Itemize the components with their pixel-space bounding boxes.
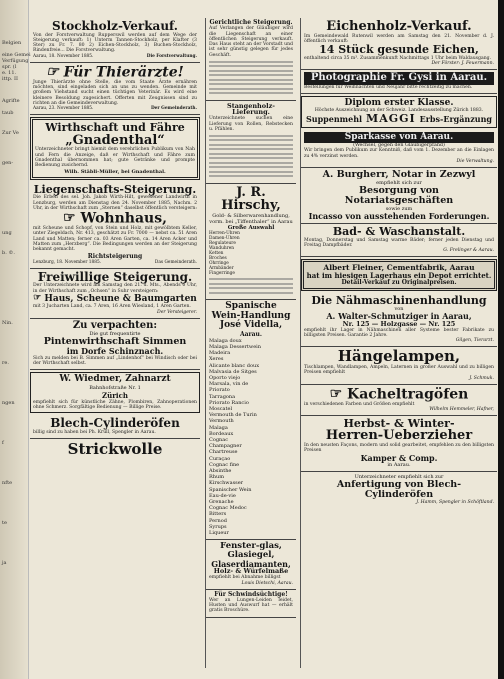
ad-signature: Die Verwaltung. (456, 158, 494, 164)
edge-fragment: gen- (2, 160, 14, 166)
wine-list-item: Spanischer Wein (209, 486, 252, 493)
pointing-hand-icon: ☞ (46, 63, 59, 80)
ad-title: W. Wiedmer, Zahnarzt (59, 374, 171, 385)
ad-title: Stangenholz-Lieferung. (227, 101, 275, 117)
wine-list-item: Vermouth (209, 418, 234, 425)
ad-gysi (301, 70, 497, 94)
ad-title: Spanische (225, 301, 277, 312)
ad-sub: (Wechsel, gegen den Gläubigerpfand) (353, 143, 445, 149)
ad-sub: Höchste Auszeichnung an der Schweiz. Landesausstellung Zürich 1883. (314, 108, 484, 114)
wine-list-item: Alicante blanc doux (209, 362, 260, 369)
text-lines (209, 278, 293, 294)
price-table-cell: Damen-Uhren (209, 235, 240, 241)
wine-list-item: Bitters (209, 511, 227, 518)
ad-owner: A. Walter-Schmutziger in Aarau, (326, 311, 472, 322)
edge-fragment: Agrifte (2, 98, 20, 104)
ad-signature: G. Frelinger & Aarau. (443, 248, 494, 254)
ad-sub: Bahnhofstraße Nr. 1 (89, 384, 141, 391)
ad-wiedmer (30, 372, 200, 413)
wine-list-item: Cognac fine (209, 461, 240, 468)
wine-list-item: Curaçao (209, 455, 231, 462)
ad-title: Hängelampen, (337, 347, 461, 366)
ad-sub2: Große Auswahl (227, 224, 275, 231)
pointing-hand-icon: ☞ (63, 210, 76, 227)
ad-title2: Wein-Handlung (211, 310, 291, 321)
ad-text: Unterzeichneter bringt hiemit dem verehrlichen Publikum von Nah und Fern die Anzeige, daß er Wirthschaft und Fähre zum Gnadenthal übernommen hat; gute Getränke und prompte Bedienung zusichernd. (35, 147, 195, 169)
ad-verpachten (30, 319, 200, 370)
ad-big: Anfertigung von Blech-Cylinderöfen (336, 479, 462, 500)
column-middle (205, 18, 296, 668)
wine-list-item: Oporto viejo (209, 374, 241, 381)
ad-title: A. Burgherr, Notar in Zezwyl (322, 168, 476, 180)
edge-fragment: Verfügung (2, 58, 29, 64)
edge-fragment: Zur Ve (2, 130, 19, 136)
wine-list-item: Chartreuse (209, 449, 238, 456)
wine-list-item: Malaga (209, 424, 228, 431)
ad-text: mit 3 Jucharten Land, ca. 7 Aren, 16 Aren Wiesland, 1 Aren Garten. (33, 304, 191, 310)
ad-item-title (33, 211, 197, 226)
wine-list-item: Rhum (209, 474, 224, 481)
ad-title: Blech-Cylinderöfen (50, 416, 180, 431)
ad-fensterglas (206, 540, 296, 589)
edge-fragment: Nin. (2, 320, 13, 326)
wine-list-item: Priorato (209, 387, 230, 394)
pointing-hand-icon: ☞ (329, 385, 343, 402)
ad-title: Zu verpachten: (72, 319, 158, 331)
ad-title: Fenster-glas, (220, 541, 282, 552)
edge-fragment: te (2, 520, 7, 526)
edge-fragment: ngen (2, 400, 15, 406)
ad-text: Wir bringen dem Publikum zur Kenntniß, daß vom 1. Dezember an die Einlagen zu 4% verzinst werden. (304, 148, 494, 159)
text-lines (209, 61, 293, 95)
wine-list-item: Moscatel (209, 405, 233, 412)
ad-schwindsucht (206, 590, 296, 618)
ad-title3: Glaserdiamanten, (211, 559, 291, 570)
ad-liegenschaft (30, 182, 200, 269)
ad-title: Sparkasse von Aarau. (304, 132, 494, 143)
ad-title: Photographie Fr. Gysi in Aarau. (304, 72, 494, 85)
ad-title: Für Schwindsüchtige! (214, 590, 288, 598)
ad-subtitle: „Gnadenthal“ (65, 132, 165, 148)
ad-weinhandlung (206, 300, 296, 540)
wine-list-item: Tarragona (209, 393, 236, 400)
ad-burgherr (301, 168, 497, 224)
wine-list-item: Cognac Medoc (209, 505, 247, 512)
ad-sub: von (394, 306, 404, 313)
ad-place: im Dorfe Schinznach. (66, 346, 164, 357)
ad-blech (30, 415, 200, 439)
edge-fragment: b. ©. (2, 250, 15, 256)
ad-freiwillige (30, 269, 200, 319)
ad-big: 14 Stück gesunde Eichen, (319, 43, 479, 57)
ad-big2: Incasso von ausstehenden Forderungen. (308, 210, 490, 221)
ad-title: Herbst- & Winter- (343, 416, 455, 430)
ad-title: Liegenschafts-Steigerung. (33, 182, 197, 196)
ad-item-title-text: Wohnhaus, (80, 210, 167, 227)
ad-title: Wirthschaft und Fähre (45, 121, 185, 135)
ad-wirthschaft (30, 117, 200, 179)
column-right (300, 18, 497, 668)
ad-signature: Die Forstverwaltung. (146, 53, 197, 59)
edge-fragment: ja (2, 560, 7, 566)
price-table-row (209, 271, 293, 276)
ad-title (304, 387, 494, 402)
edge-fragment: nfte (2, 480, 13, 486)
price-table-cell: Armbänder (209, 265, 234, 271)
ad-signature: Der Förster: J. Feuermann. (431, 61, 494, 67)
ad-text: Wer an Lungen-Leiden leidet, Husten und Auswurf hat — erhält gratis Broschüre. (209, 597, 293, 614)
wine-list-item: Malaga Dessertwein (209, 343, 261, 350)
price-table-cell: Ketten (209, 250, 224, 256)
ad-title: Stockholz-Verkauf. (52, 19, 178, 33)
price-table (209, 231, 293, 276)
wine-list-item: Bordeaux (209, 430, 234, 437)
ad-address: Nr. 125 — Holzgasse — Nr. 125 (342, 319, 456, 328)
ad-text: In den neusten Façons, modern und solid gearbeitet, empfehlen zu den billigsten Preisen (304, 443, 494, 454)
ad-text2: enthaltend circa 35 m³. Zusammenkunft Nachmittags 1 Uhr beim Waldausgang. (304, 55, 492, 61)
product-erbs: Erbs-Ergänzung (419, 113, 493, 124)
ad-text: empfiehlt bei Abnahme billigst (209, 575, 281, 581)
ad-text: Unterzeichneter empfiehlt sich zur (354, 474, 444, 481)
ad-text: empfiehlt sich für künstliche Zähne, Plombiren, Zahnoperationen ohne Schmerz. Sorgfältige Bedienung — Billige Preise. (33, 399, 197, 410)
ad-signature: J. Hamm, Spengler in Schöftland. (416, 499, 494, 505)
ad-signature: Der Gemeinderath. (150, 106, 197, 112)
wine-list-item: Vermouth de Turin (209, 412, 257, 419)
ad-title-text: Kacheltragöfen (347, 385, 469, 402)
edge-fragment: e. 11. (2, 70, 17, 76)
ad-sub: empfiehlt sich zur (376, 179, 422, 186)
wine-list-item: Malvasia de Sitges (209, 368, 257, 375)
ad-eichenholz (301, 18, 497, 70)
ad-title: Gerichtliche Steigerung. (209, 19, 293, 26)
wine-list-item: Xeres (209, 356, 224, 363)
ad-date: Aarau, 18. November 1885. (33, 53, 94, 59)
ad-bad (301, 224, 497, 257)
ad-text: Sich zu melden bei B. Simmen auf „Lindenhof“ bei Windisch oder bei der Wirthschaft selbst. (33, 355, 197, 366)
price-table-cell: Ohrringe (209, 260, 229, 266)
ad-text: Auf Verlangen der Gläubiger wird die Liegenschaft an einer öffentlichen Steigerung verkauft. Das Haus steht an der Vorstadt und ist sehr günstig gelegen für jedes Geschäft. (209, 26, 293, 58)
wine-list-item: Champagner (209, 443, 242, 450)
wine-list-item: Kirschwasser (209, 480, 244, 487)
ad-kachel (301, 385, 497, 416)
ad-text: Der Unterzeichnete wird am Samstag den 21. d. Mts., Abends 6 Uhr, in der Wirthschaft zum „Ochsen“ in Suhr versteigern: (33, 283, 197, 294)
ad-text: mit Scheune und Schopf, von Stein und Holz, mit gewölbtem Keller, unter Ziegeldach, Nr. 413, geschätzt zu Fr. 7000 — nebst ca. 51 Aren Land und Matten; ferner ca. 03 Aren Garten, ca. 14 Aren Acker und Matten zum „Herzberg“. Die Bedingungen werden an der Steigerung bekannt gemacht. (33, 226, 197, 253)
ad-herbst (301, 416, 497, 472)
ad-products (304, 113, 494, 125)
ad-line3: Detail-Verkauf zu Originalpreisen. (341, 278, 457, 286)
ad-name: Pintenwirthschaft Simmen (43, 336, 187, 348)
edge-fragment: ittp. II (2, 76, 18, 82)
ad-title: Diplom erster Klasse. (344, 97, 454, 108)
edge-fragment: re. (2, 360, 9, 366)
ad-text: Bestellungen für Weihnachten und Neujahr bitte rechtzeitig zu machen. (304, 84, 473, 90)
ad-place: Aarau. (239, 330, 263, 338)
edge-fragment: taub (2, 110, 14, 116)
ad-stockholz (30, 18, 200, 63)
ad-signature: J. Schmuk. (469, 375, 494, 381)
ad-strickwolle: Strickwolle (67, 440, 163, 459)
ad-signature: Wilhelm Hemmeler, Hafner, (429, 406, 494, 412)
ad-fleiner (301, 259, 497, 291)
price-table-cell: Wanduhren (209, 245, 235, 251)
wine-list-item: Syrups (209, 523, 227, 530)
ad-sparkasse (301, 130, 497, 168)
column-left (30, 18, 200, 668)
ad-maggi (301, 96, 497, 128)
ad-text: Im Gemeindewald Rutenwil werden am Samstag den 21. November d. J. öffentlich verkauft: (304, 33, 494, 44)
ad-item-title (33, 294, 197, 305)
ad-line1: Albert Fleiner, Cementfabrik, Aarau (323, 263, 475, 273)
wine-list-item: Liqueur (209, 529, 229, 536)
wine-list-item: Malaga doux (209, 337, 242, 344)
ad-title2: Herren-Ueberzieher (325, 428, 473, 444)
wine-list-item: Grenache (209, 498, 234, 505)
ad-title: Freiwillige Steigerung. (37, 269, 193, 284)
edge-fragment: Belgien (2, 40, 22, 46)
price-table-cell: Herren-Uhren (209, 230, 240, 236)
ad-text: Junge Thierärzte ohne Stelle, die vom Staate Ärzte ernähren möchten, sind eingeladen sich an uns zu wenden. Gemeinde mit großem Viehstand sucht einen tüchtigen Veterinär. Es wird eine kleinere Besoldung zugesichert. Offerten mit Zeugnissen sind zu richten an die Gemeindeverwaltung. (33, 79, 197, 106)
ad-thierarzte (30, 63, 200, 116)
ad-title: Eichenholz-Verkauf. (326, 19, 472, 34)
ad-cylinder (301, 472, 497, 508)
ad-title2: Glasiegel, (227, 550, 275, 561)
pointing-hand-icon: ☞ (33, 292, 42, 303)
ad-naehmaschinen (301, 293, 497, 347)
edge-fragment: spr. (l (2, 64, 17, 70)
product-suppenmehl: Suppenmehl (305, 113, 363, 124)
ad-text: Montag, Donnerstag und Samstag warme Bäder; ferner jeden Dienstag und Freitag Dampfbäder. (304, 237, 494, 249)
wine-list-item: Absinthe (209, 467, 232, 474)
ad-item-title-text: Haus, Scheune & Baumgarten (44, 294, 197, 305)
ad-text: empfiehlt ihr Lager in Nähmaschinen aller Systeme bester Fabrikate zu billigsten Preisen. Garantie 2 Jahre. (304, 327, 494, 338)
ad-title: Die Nähmaschinenhandlung (311, 293, 487, 307)
wine-list-item: Eau-de-vie (209, 492, 236, 499)
maggi-logo: MAGGI (366, 112, 416, 126)
wine-list-item: Priorato Rancio (209, 399, 249, 406)
ad-haengelampen (301, 347, 497, 384)
ad-title-text: Für Thierärzte! (63, 64, 184, 81)
ad-signature: Wilh. Stäbli-Müller, bei Gnadenthal. (64, 168, 166, 175)
ad-signature: Der Versteigerer. (157, 309, 197, 315)
price-table-cell: Broches (209, 255, 227, 261)
ad-text: Die Erben des sel. Joh. Jakob Wirth-Hilt, gewesener Landwirth in Lenzburg, werden am Dienstag den 24. November 1885, Nachm. 2 Uhr, in der Wirthschaft zum „Sternen“ daselbst öffentlich versteigern: (33, 195, 197, 211)
ad-title (33, 65, 197, 80)
ad-text: billig sind zu haben bei Ph. Krull, Spengler in Aarau. (33, 429, 156, 435)
ad-signature: Gilgen, Tierarzt. (455, 338, 494, 344)
binding-edge (0, 0, 29, 679)
ad-text: Von der Forstverwaltung Rupperswil werden auf dem Wege der Steigerung verkauft: 1) Unterm Tannen-Stockholz, per Klafter (3 Ster) zu Fr. 7. 80 2) Eichen-Stockholz, 3) Buchen-Stockholz, Rindenfreie... Die Forstverwaltung. (33, 32, 197, 54)
ad-signature2: in Aarau. (387, 462, 411, 469)
edge-fragment: eine Gemei (2, 52, 31, 58)
text-lines (209, 135, 293, 178)
wine-list-item: Marsala, vin de (209, 381, 249, 388)
ad-big: Besorgung von Notariatsgeschäften (344, 184, 454, 206)
ad-steigerung (206, 18, 296, 101)
ad-sub2: Zürich (102, 390, 128, 400)
ad-owner: José Vidella, (219, 320, 283, 331)
edge-fragment: f (2, 440, 4, 446)
ad-hirschy (206, 184, 296, 301)
ad-sub: Die gut frequentirte (89, 331, 141, 338)
ad-text: vorm. bei „Tiffenthaler“ in Aarau (209, 218, 293, 225)
wine-list-item: Cognac (209, 436, 229, 443)
wine-list-item: Pernod (209, 517, 227, 524)
ad-extra: Richtsteigerung (87, 252, 143, 260)
ad-text: Unterzeichnete suchen eine Lieferung von Rollen, Rebstecken u. Pfählen. (209, 116, 293, 132)
wine-list-item: Madeira (209, 350, 231, 357)
ad-text: sowie zum (385, 205, 413, 212)
page-shadow (498, 0, 504, 679)
ad-signature: Kamper & Comp. (360, 452, 438, 463)
ad-line2: hat im hiesigen Lagerhaus ein Depot errichtet. (306, 271, 492, 281)
ad-title: Bad- & Waschanstalt. (332, 225, 466, 239)
ad-stangenholz (206, 101, 296, 184)
ad-signature: Louis Dietschi, Aarau. (241, 580, 293, 586)
ad-date: Aarau, 23. November 1885. (33, 106, 94, 112)
price-table-cell: Regulateure (209, 240, 236, 246)
ad-signature: Das Gemeinderath. (154, 259, 197, 265)
ad-sub: Holz- & Würfelmaße (213, 567, 289, 576)
edge-fragment: ung (2, 230, 12, 236)
price-table-cell: Fingerringe (209, 270, 235, 276)
ad-text: Tischlampen, Wandlampen, Ampeln, Laternen in großer Auswahl und zu billigen Preisen empfiehlt (304, 364, 494, 376)
ad-date: Lenzburg, 18. November 1885. (33, 259, 102, 265)
ad-text: in verschiedenen Farben und Größen empfiehlt (304, 401, 415, 407)
wine-list (209, 338, 293, 537)
ad-sub: Gold- & Silberwarenhandlung, (212, 212, 290, 219)
ad-title: J. R. Hirschy, (221, 184, 281, 214)
